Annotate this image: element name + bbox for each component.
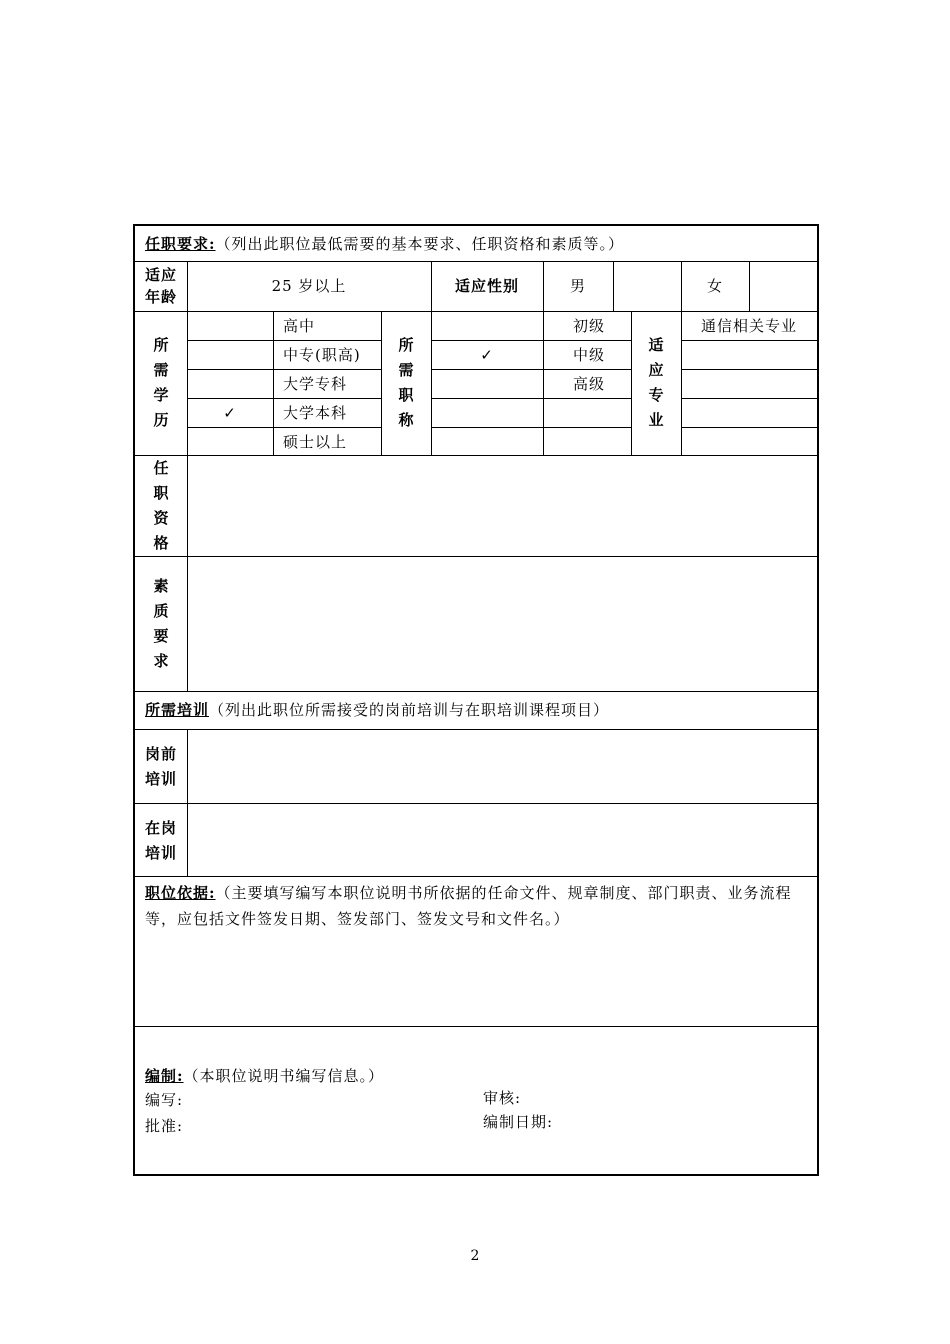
writer-field: 编写: [145,1091,184,1109]
gender-female: 女 [706,277,723,295]
title-option-2: 高级 [573,375,606,393]
pre-job-training-label: 岗前 培训 [144,745,177,788]
education-label: 所 需 学 历 [153,336,169,429]
title-mark-1: ✓ [480,346,494,364]
job-title-label: 所 需 职 称 [398,336,414,429]
education-option-4: 硕士以上 [283,433,348,451]
major-value: 通信相关专业 [701,317,798,335]
approver-field: 批准: [145,1117,184,1135]
basis-block [145,880,792,932]
basis-note-line2: 等，应包括文件签发日期、签发部门、签发文号和文件名。） [145,910,570,928]
requirements-note: （列出此职位最低需要的基本要求、任职资格和素质等。） [215,235,625,253]
on-job-training-label: 在岗 培训 [144,819,177,862]
quality-label: 素 质 要 求 [153,577,169,670]
basis-heading: 职位依据: [145,884,216,902]
compile-heading: 编制: [145,1067,184,1085]
education-option-1: 中专(职高) [283,346,361,364]
education-option-2: 大学专科 [283,375,348,393]
compile-note: （本职位说明书编写信息。） [183,1067,385,1085]
compile-date-field: 编制日期: [483,1113,554,1131]
title-option-0: 初级 [573,317,606,335]
education-option-0: 高中 [283,317,316,335]
major-label: 适 应 专 业 [648,336,664,429]
gender-label: 适应性别 [454,277,519,295]
age-value: 25 岁以上 [271,277,347,295]
requirements-row [145,234,624,254]
training-row [145,700,609,720]
qualification-label: 任 职 资 格 [153,459,169,552]
training-note: （列出此职位所需接受的岗前培训与在职培训课程项目） [209,701,610,719]
education-mark-3: ✓ [223,404,237,422]
reviewer-field: 审核: [483,1089,522,1107]
requirements-heading: 任职要求: [145,235,216,253]
gender-male: 男 [569,277,586,295]
page-number: 2 [470,1248,480,1264]
age-label: 适应 年龄 [144,266,177,306]
training-heading: 所需培训 [145,701,210,719]
education-option-3: 大学本科 [283,404,348,422]
title-option-1: 中级 [573,346,606,364]
job-requirements-form [133,224,819,1176]
compile-row [145,1066,384,1086]
basis-note-line1: （主要填写编写本职位说明书所依据的任命文件、规章制度、部门职责、业务流程 [215,884,792,902]
